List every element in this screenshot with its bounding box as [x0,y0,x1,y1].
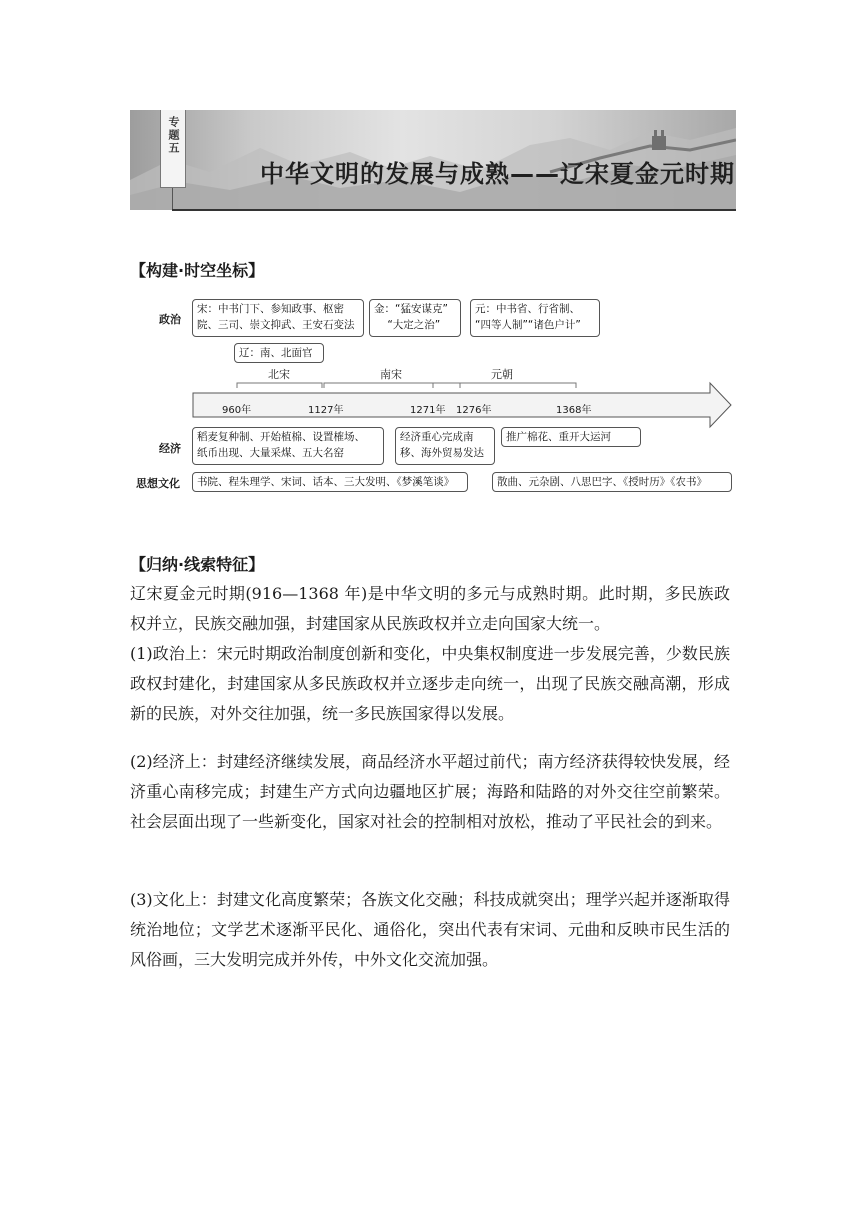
year-label-1127: 1127年 [308,405,344,416]
politics-box-yuan: 元：中书省、行省制、 “四等人制”“诸色户计” [470,299,600,337]
row-label-culture: 思想文化 [136,477,180,490]
period-label-yuan: 元朝 [491,368,513,381]
section-heading-features: 【归纳·线索特征】 [130,555,265,574]
brace-south-song [324,383,460,388]
period-label-north-song: 北宋 [268,368,290,381]
period-label-south-song: 南宋 [380,368,402,381]
paragraph-economy: (2)经济上：封建经济继续发展，商品经济水平超过前代；南方经济获得较快发展，经济重心南移完成；封建生产方式向边疆地区扩展；海路和陆路的对外交往空前繁荣。社会层面出现了一些新变化，国家对社会的控制相对放松，推动了平民社会的到来。 [130,752,730,831]
paragraph-culture: (3)文化上：封建文化高度繁荣；各族文化交融；科技成就突出；理学兴起并逐渐取得统治地位；文学艺术逐渐平民化、通俗化，突出代表有宋词、元曲和反映市民生活的风俗画，三大发明完成并外传，中外文化交流加强。 [130,890,730,969]
politics-box-liao: 辽：南、北面官 [234,343,324,363]
year-label-960: 960年 [222,405,252,416]
politics-box-song: 宋：中书门下、参知政事、枢密 院、三司、崇文抑武、王安石变法 [192,299,364,337]
culture-box-song: 书院、程朱理学、宋词、话本、三大发明、《梦溪笔谈》 [192,472,468,492]
politics-box-jin: 金：“猛安谋克” “大定之治” [369,299,461,337]
chapter-title: 中华文明的发展与成熟——辽宋夏金元时期 [260,160,735,188]
paragraph-intro: 辽宋夏金元时期(916—1368 年)是中华文明的多元与成熟时期。此时期，多民族政权并立，民族交融加强，封建国家从民族政权并立走向国家大统一。 [130,584,730,633]
brace-yuan [433,383,576,388]
row-label-economy: 经济 [159,442,181,455]
year-label-1271: 1271年 [410,405,446,416]
row-label-politics: 政治 [159,313,181,326]
economy-box-south-song: 经济重心完成南 移、海外贸易发达 [395,427,495,465]
culture-box-yuan: 散曲、元杂剧、八思巴字、《授时历》《农书》 [492,472,732,492]
year-label-1276: 1276年 [456,405,492,416]
economy-box-song: 稻麦复种制、开始植棉、设置榷场、 纸币出现、大量采煤、五大名窑 [192,427,384,465]
year-label-1368: 1368年 [556,405,592,416]
section-heading-timeline: 【构建·时空坐标】 [130,261,265,280]
chapter-tag: 专题五 [160,110,186,188]
brace-north-song [237,383,322,388]
timeline-diagram [0,0,860,520]
economy-box-yuan: 推广棉花、重开大运河 [501,427,641,447]
paragraph-politics: (1)政治上：宋元时期政治制度创新和变化，中央集权制度进一步发展完善，少数民族政权封建化，封建国家从多民族政权并立逐步走向统一，出现了民族交融高潮，形成新的民族，对外交往加强，统一多民族国家得以发展。 [130,644,730,723]
